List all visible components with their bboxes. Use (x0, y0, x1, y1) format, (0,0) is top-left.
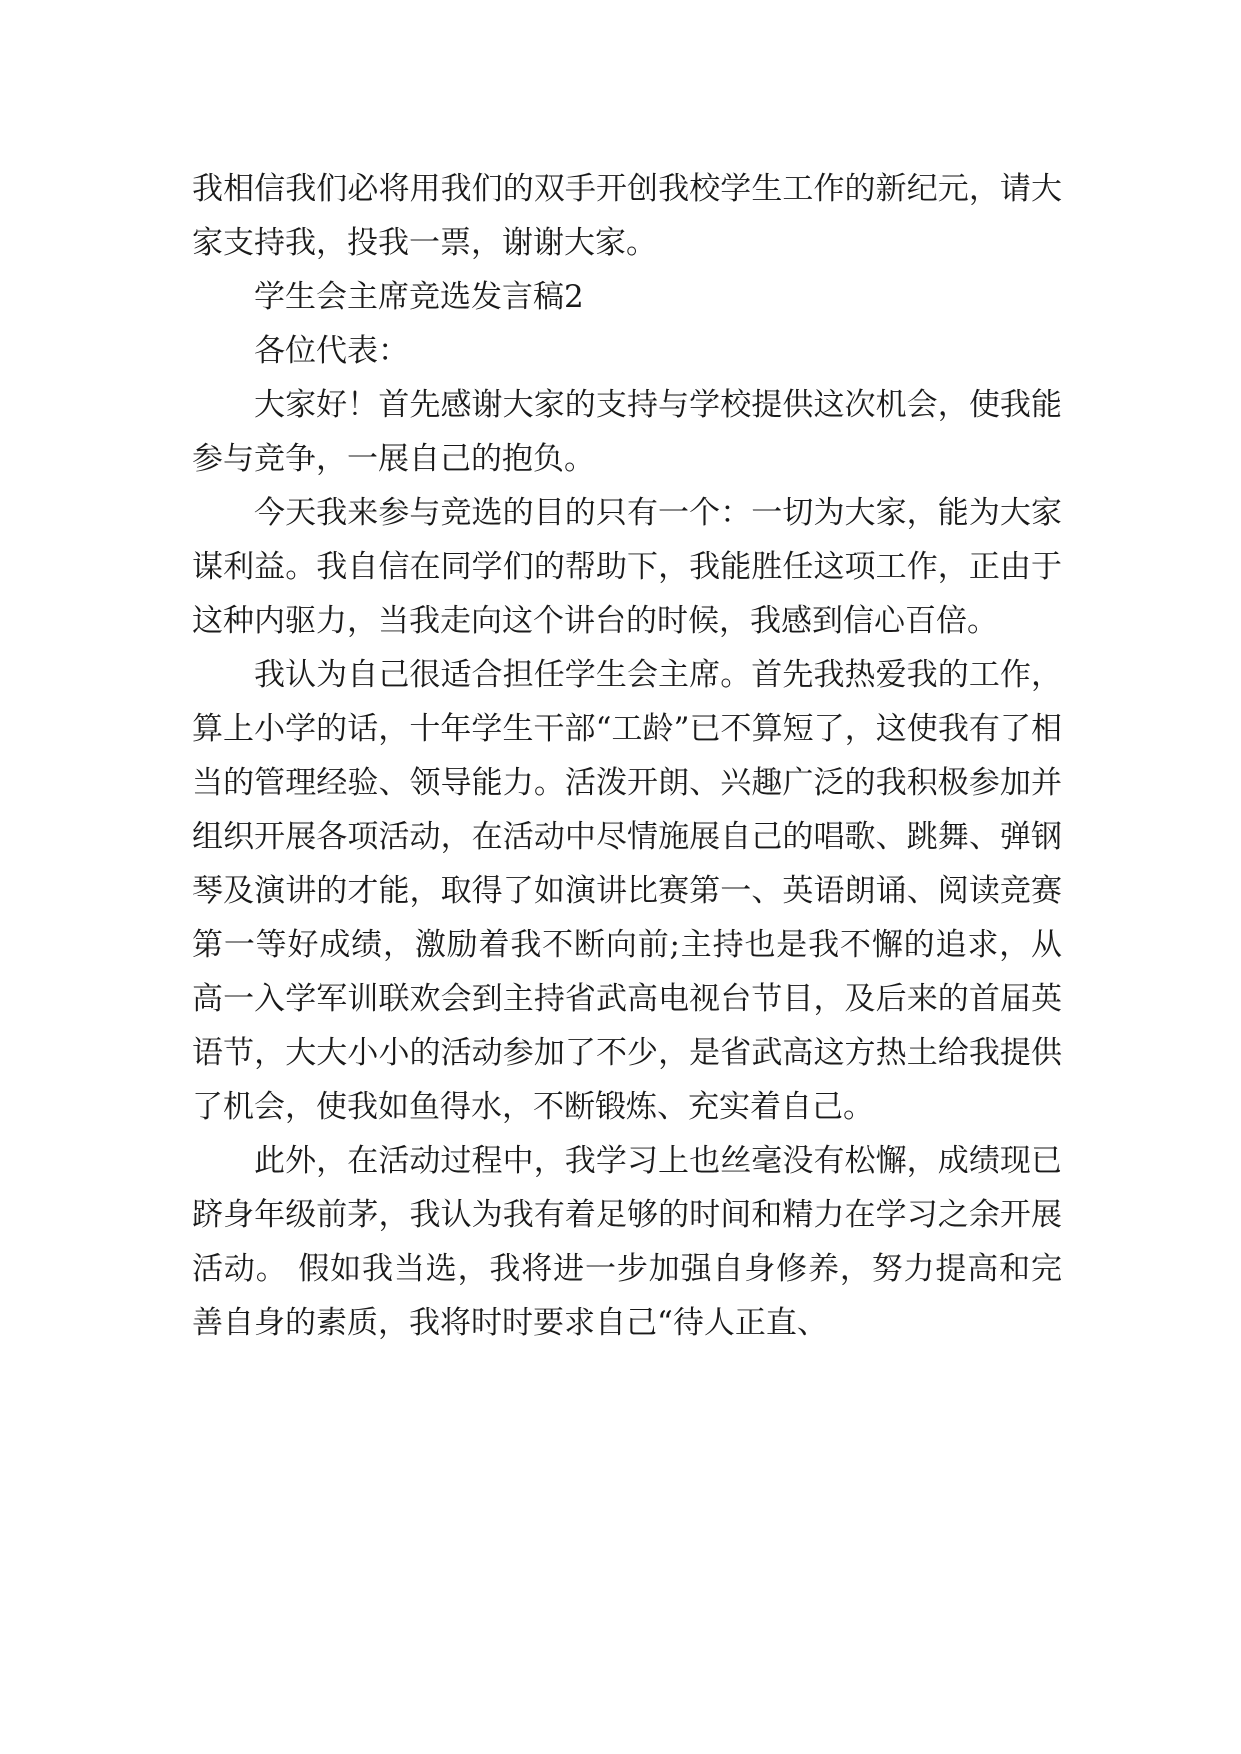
paragraph-qualifications: 我认为自己很适合担任学生会主席。首先我热爱我的工作，算上小学的话，十年学生干部“工龄”已不算短了，这使我有了相当的管理经验、领导能力。活泼开朗、兴趣广泛的我积极参加并组织开展各项活动，在活动中尽情施展自己的唱歌、跳舞、弹钢琴及演讲的才能，取得了如演讲比赛第一、英语朗诵、阅读竞赛第一等好成绩，激励着我不断向前;主持也是我不懈的追求，从高一入学军训联欢会到主持省武高电视台节目，及后来的首届英语节，大大小小的活动参加了不少，是省武高这方热土给我提供了机会，使我如鱼得水，不断锻炼、充实着自己。 (192, 657, 1062, 1125)
salutation: 各位代表： (254, 333, 409, 369)
paragraph-greeting: 大家好！首先感谢大家的支持与学校提供这次机会，使我能参与竞争，一展自己的抱负。 (192, 387, 1062, 477)
paragraph-study-and-plans: 此外，在活动过程中，我学习上也丝毫没有松懈，成绩现已跻身年级前茅，我认为我有着足够的时间和精力在学习之余开展活动。 假如我当选，我将进一步加强自身修养，努力提高和完善自身的素质，我将时时要求自己“待人正直、 (192, 1143, 1062, 1341)
paragraph-closing-previous: 我相信我们必将用我们的双手开创我校学生工作的新纪元，请大家支持我，投我一票，谢谢大家。 (192, 171, 1062, 261)
paragraph-purpose: 今天我来参与竞选的目的只有一个：一切为大家，能为大家谋利益。我自信在同学们的帮助下，我能胜任这项工作，正由于这种内驱力，当我走向这个讲台的时候，我感到信心百倍。 (192, 495, 1062, 639)
speech-title: 学生会主席竞选发言稿2 (254, 279, 584, 315)
document-body (192, 162, 1062, 1350)
